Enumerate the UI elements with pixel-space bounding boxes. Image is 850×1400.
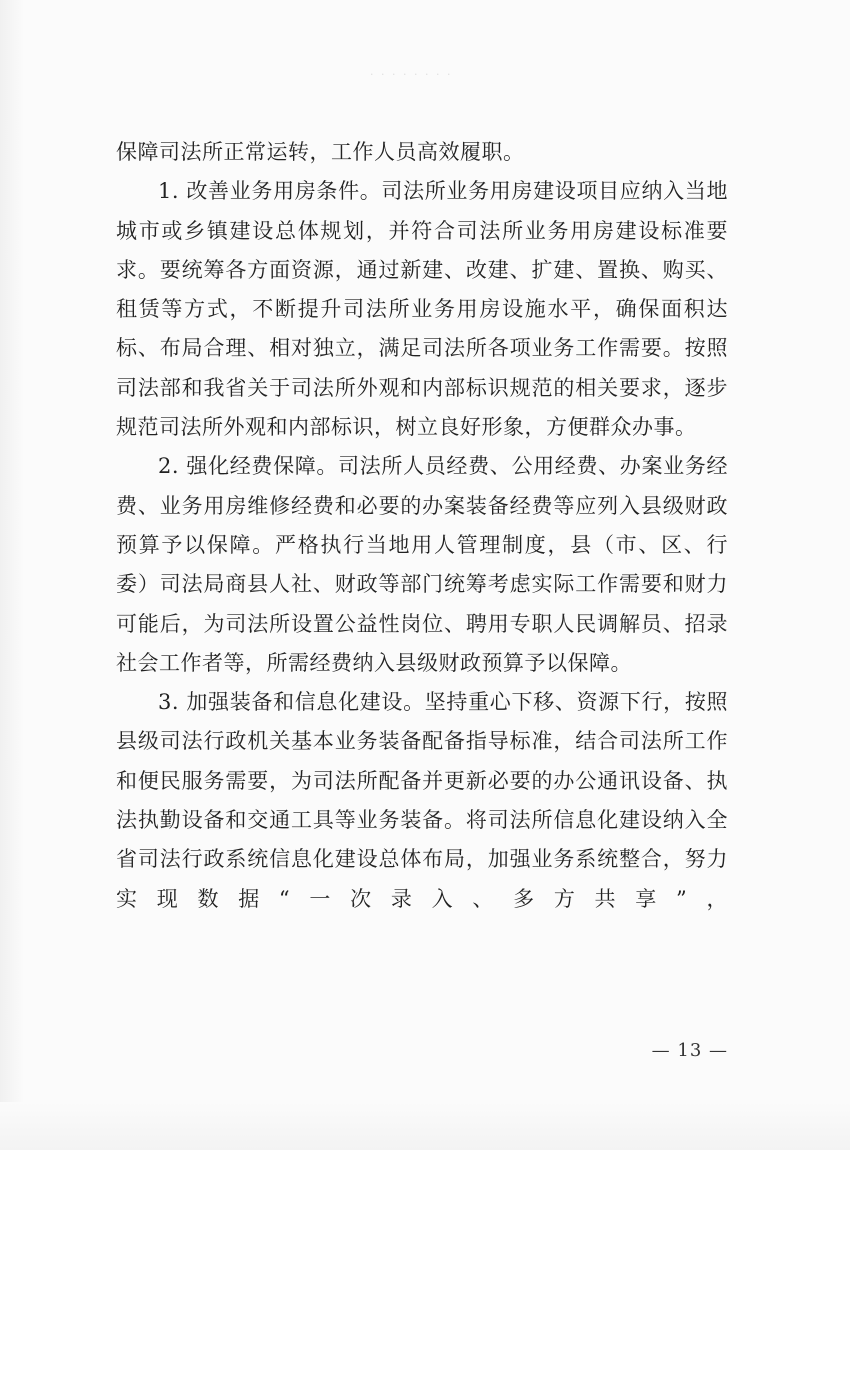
- bleed-through-header: · · · · · · · ·: [370, 68, 453, 81]
- page-number: — 13 —: [651, 1040, 728, 1061]
- paragraph-intro: 保障司法所正常运转，工作人员高效履职。: [116, 140, 525, 164]
- paragraph-item-2: 2. 强化经费保障。司法所人员经费、公用经费、办案业务经费、业务用房维修经费和必要的办案装备经费等应列入县级财政预算予以保障。严格执行当地用人管理制度，县（市、区、行委）司法局商县人社、财政等部门统筹考虑实际工作需要和财力可能后，为司法所设置公益性岗位、聘用专职人民调解员、招录社会工作者等，所需经费纳入县级财政预算予以保障。: [116, 454, 728, 675]
- scan-bottom-shadow: [0, 1102, 850, 1150]
- paragraph-item-3: 3. 加强装备和信息化建设。坚持重心下移、资源下行，按照县级司法行政机关基本业务装备配备指导标准，结合司法所工作和便民服务需要，为司法所配备并更新必要的办公通讯设备、执法执勤设备和交通工具等业务装备。将司法所信息化建设纳入全省司法行政系统信息化建设总体布局，加强业务系统整合，努力实现数据“一次录入、多方共享”，: [116, 690, 728, 911]
- scan-left-edge: [0, 0, 24, 1150]
- paragraph-item-1: 1. 改善业务用房条件。司法所业务用房建设项目应纳入当地城市或乡镇建设总体规划，并符合司法所业务用房建设标准要求。要统筹各方面资源，通过新建、改建、扩建、置换、购买、租赁等方式，不断提升司法所业务用房设施水平，确保面积达标、布局合理、相对独立，满足司法所各项业务工作需要。按照司法部和我省关于司法所外观和内部标识规范的相关要求，逐步规范司法所外观和内部标识，树立良好形象，方便群众办事。: [116, 179, 728, 440]
- document-body: [116, 133, 728, 919]
